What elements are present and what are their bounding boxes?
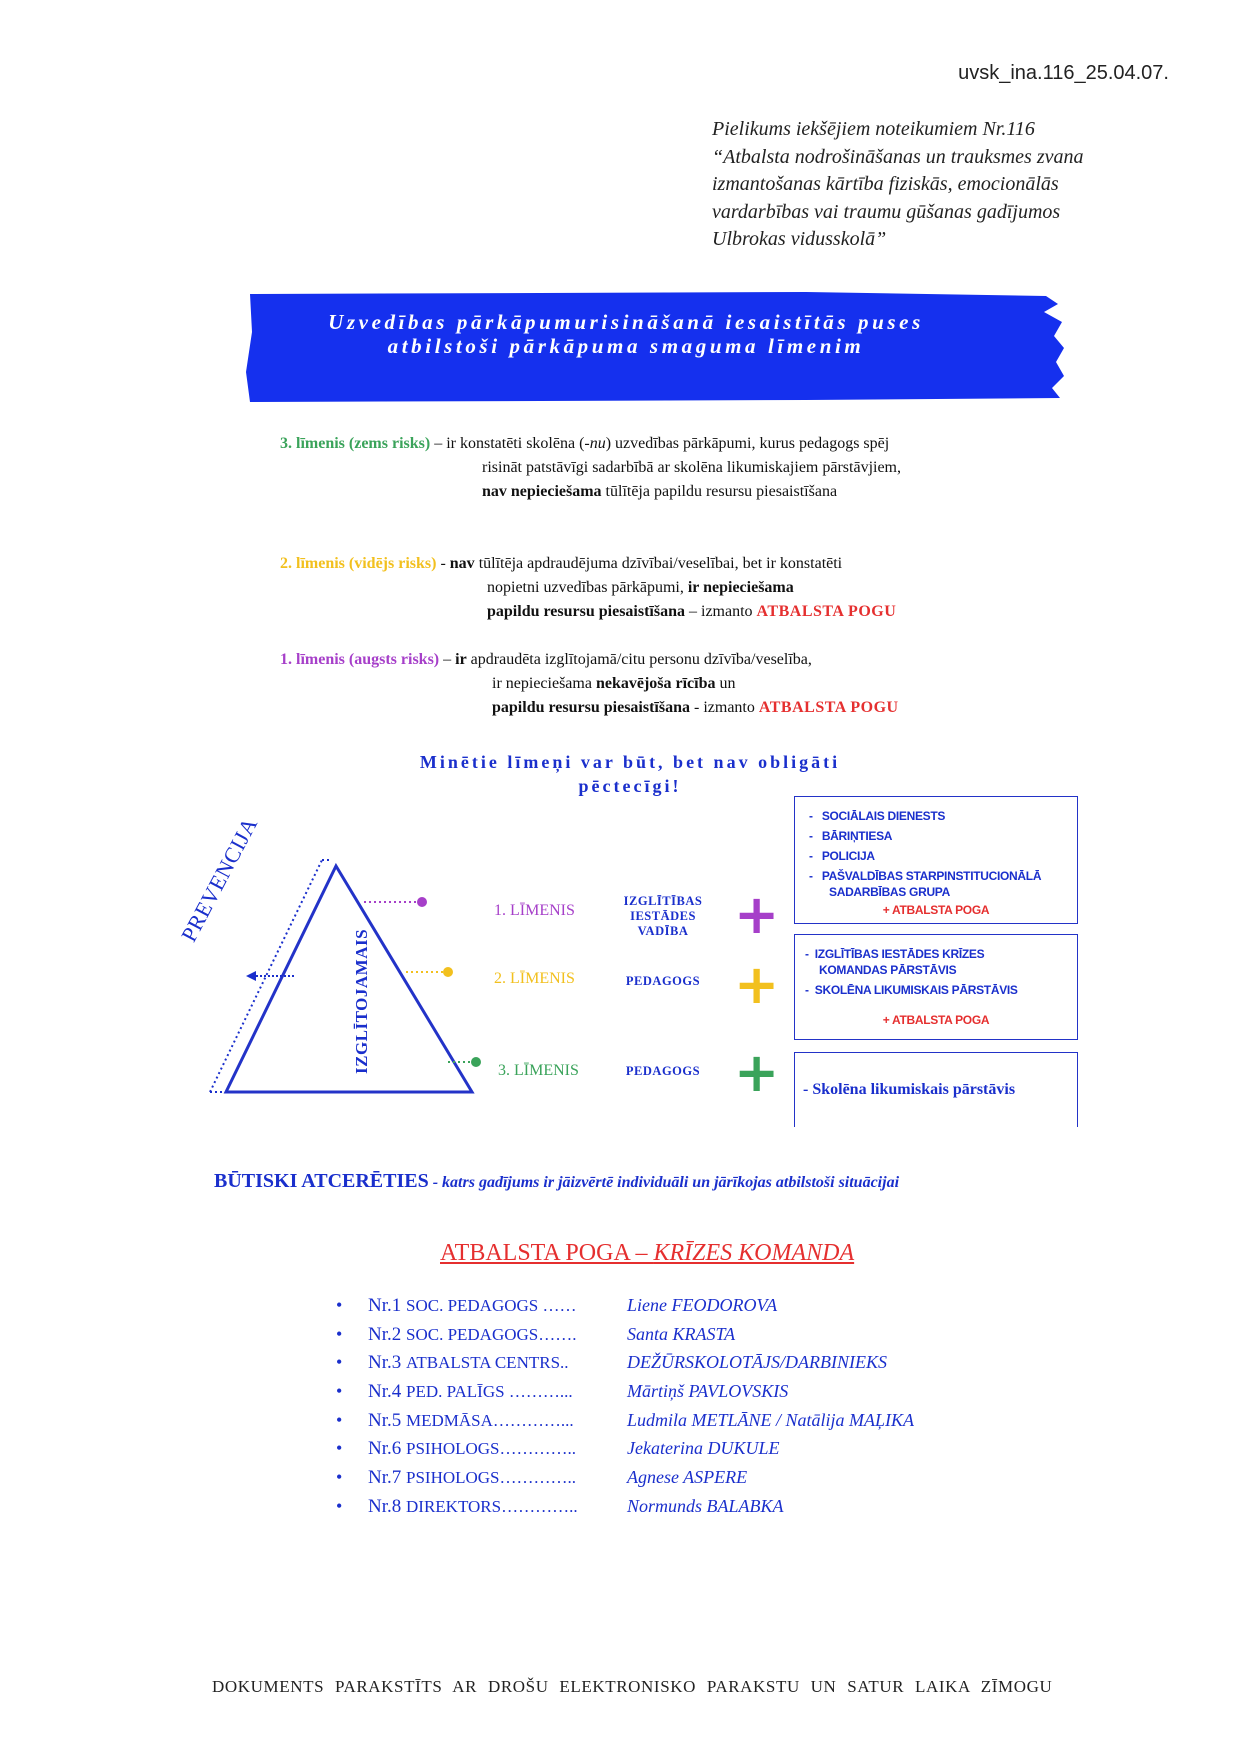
member-name: Liene FEODOROVA xyxy=(627,1295,778,1315)
member-name: DEŽŪRSKOLOTĀJS/DARBINIEKS xyxy=(627,1352,887,1373)
level-1-bold: nekavējoša rīcība xyxy=(595,675,716,692)
member-name: Jekaterina DUKULE xyxy=(627,1438,780,1459)
remember-text: - katrs gadījums ir jāizvērtē individuāli un jārīkojas atbilstoši situācijai xyxy=(428,1174,900,1191)
level-1-text: un xyxy=(715,675,736,692)
level-3-text: tūlītēja papildu resursu piesaistīšana xyxy=(601,483,838,500)
box-item-text: - Skolēna likumiskais pārstāvis xyxy=(803,1081,1016,1098)
box-item-text: KOMANDAS PĀRSTĀVIS xyxy=(819,963,957,977)
member-role xyxy=(368,1410,574,1432)
level-1-bold: papildu resursu piesaistīšana xyxy=(492,699,690,716)
bullet: • xyxy=(336,1323,343,1344)
support-button-ref: ATBALSTA POGU xyxy=(756,603,897,620)
member-role xyxy=(368,1352,569,1374)
level-3-nu: nu xyxy=(589,435,606,452)
appendix-line: “Atbalsta nodrošināšanas un trauksmes zvana xyxy=(712,145,1084,168)
bullet: • xyxy=(336,1409,343,1430)
banner-title xyxy=(246,310,1006,358)
member-role-text: ATBALSTA CENTRS.. xyxy=(406,1353,569,1373)
member-role-text: PSIHOLOGS………….. xyxy=(406,1468,577,1488)
member-nr: Nr.2 xyxy=(368,1323,406,1345)
box-item-text: SOCIĀLAIS DIENESTS xyxy=(821,809,946,823)
level-3-dot xyxy=(471,1057,481,1067)
level-2-line-1 xyxy=(280,552,842,576)
member-nr: Nr.3 xyxy=(368,1352,406,1374)
member-role xyxy=(368,1381,573,1403)
box-item-text: SKOLĒNA LIKUMISKAIS PĀRSTĀVIS xyxy=(814,983,1018,997)
member-name: Agnese ASPERE xyxy=(627,1467,748,1488)
box-item-text: PAŠVALDĪBAS STARPINSTITUCIONĀLĀ xyxy=(821,869,1042,883)
crisis-title-b: KRĪZES KOMANDA xyxy=(653,1240,855,1266)
remember-note xyxy=(214,1170,899,1193)
box-item: - SKOLĒNA LIKUMISKAIS PĀRSTĀVIS xyxy=(805,983,1018,997)
level-2-label: 2. līmenis (vidējs risks) xyxy=(280,555,437,572)
level-2-line-2 xyxy=(487,576,794,600)
dash: - xyxy=(809,849,813,863)
member-name: Mārtiņš PAVLOVSKIS xyxy=(627,1381,789,1402)
level-2-dot xyxy=(443,967,453,977)
member-role xyxy=(368,1438,576,1460)
diagram-level-2: 2. LĪMENIS xyxy=(494,970,575,987)
member-role-text: SOC. PEDAGOGS …… xyxy=(406,1296,577,1315)
remember-heading: BŪTISKI ATCERĒTIES xyxy=(214,1170,429,1192)
dash: - xyxy=(809,869,813,883)
level-1-label: 1. līmenis (augsts risks) xyxy=(280,651,440,668)
support-button-extra: + ATBALSTA POGA xyxy=(882,1013,990,1027)
prevention-label: PREVENCIJA xyxy=(176,813,263,946)
plus-icon: + xyxy=(734,883,780,946)
bullet: • xyxy=(336,1381,343,1402)
member-role xyxy=(368,1496,578,1518)
bullet: • xyxy=(336,1467,343,1488)
member-nr: Nr.4 xyxy=(368,1381,406,1403)
member-nr: Nr.1 xyxy=(368,1295,406,1316)
banner-line: Uzvedības pārkāpumurisināšanā iesaistītās puses xyxy=(328,310,924,334)
level-1-line-1 xyxy=(280,648,812,672)
level-2-parties-box xyxy=(794,934,1078,1040)
plus-icon: + xyxy=(734,953,780,1016)
support-button-ref: ATBALSTA POGU xyxy=(758,699,899,716)
level-2-bold: papildu resursu piesaistīšana xyxy=(487,603,685,620)
student-label: IZGLĪTOJAMAIS xyxy=(352,928,371,1074)
level-1-text: - izmanto xyxy=(690,699,759,716)
level-3-line-2: risināt patstāvīgi sadarbībā ar skolēna likumiskajiem pārstāvjiem, xyxy=(482,459,901,476)
level-2-text: tūlītēja apdraudējuma dzīvībai/veselībai, bet ir konstatēti xyxy=(474,555,843,572)
bullet: • xyxy=(336,1295,343,1315)
member-role xyxy=(368,1324,577,1346)
level-3-text: – ir konstatēti skolēna (- xyxy=(430,435,590,452)
member-name: Ludmila METLĀNE / Natālija MAĻIKA xyxy=(627,1409,915,1430)
level-1-dot xyxy=(417,897,427,907)
banner-line: atbilstoši pārkāpuma smaguma līmenim xyxy=(387,334,865,358)
note-line: Minētie līmeņi var būt, bet nav obligāti xyxy=(419,752,841,772)
level-2-text: – izmanto xyxy=(685,603,757,620)
appendix-note xyxy=(712,116,1152,254)
appendix-line: vardarbības vai traumu gūšanas gadījumos xyxy=(712,200,1061,223)
student-triangle xyxy=(226,866,472,1092)
who-line: IZGLĪTĪBAS xyxy=(623,894,703,908)
signature-footer: DOKUMENTS PARAKSTĪTS AR DROŠU ELEKTRONISKO PARAKSTU UN SATUR LAIKA ZĪMOGU xyxy=(212,1677,1053,1696)
document-id: uvsk_ina.116_25.04.07. xyxy=(958,62,1169,84)
level-3-label: 3. līmenis (zems risks) xyxy=(280,435,431,452)
member-role xyxy=(368,1467,576,1489)
diagram-level-3: 3. LĪMENIS xyxy=(498,1062,579,1079)
level-3-line-1 xyxy=(280,432,889,456)
level-2-bold: nav xyxy=(449,555,475,572)
member-role-text: PSIHOLOGS………….. xyxy=(406,1439,577,1459)
appendix-line: izmantošanas kārtība fiziskās, emocionālās xyxy=(712,173,1059,195)
member-name: Normunds BALABKA xyxy=(627,1495,784,1516)
diagram-level-1: 1. LĪMENIS xyxy=(494,902,575,919)
level-2-text: - xyxy=(436,555,450,572)
box-item-text: BĀRIŅTIESA xyxy=(821,829,893,843)
level-1-text: apdraudēta izglītojamā/citu personu dzīvība/veselība, xyxy=(466,651,812,668)
member-role-text: MEDMĀSA…………... xyxy=(406,1410,574,1430)
level-3-bold: nav nepieciešama xyxy=(482,483,602,500)
level-1-line-3 xyxy=(492,696,899,720)
member-name: Santa KRASTA xyxy=(627,1323,736,1344)
level-2-bold: ir nepieciešama xyxy=(687,579,794,596)
who-level-3: PEDAGOGS xyxy=(625,1064,701,1078)
who-line: VADĪBA xyxy=(637,924,689,938)
who-line: IESTĀDES xyxy=(630,909,696,923)
appendix-line: Ulbrokas vidusskolā” xyxy=(712,228,887,250)
prevention-arrow-head xyxy=(246,971,256,981)
level-2-line-3 xyxy=(487,600,896,624)
who-level-2: PEDAGOGS xyxy=(625,974,701,988)
dash: - xyxy=(809,809,813,823)
crisis-title-a: ATBALSTA POGA – xyxy=(440,1240,654,1266)
plus-icon: + xyxy=(734,1041,780,1104)
box-item-text: IZGLĪTĪBAS IESTĀDES KRĪZES xyxy=(814,947,985,961)
box-item xyxy=(809,827,892,845)
bullet: • xyxy=(336,1438,343,1459)
note-line: pēctecīgi! xyxy=(578,776,682,796)
level-1-line-2 xyxy=(492,672,736,696)
level-3-text: ) uzvedības pārkāpumi, kurus pedagogs spēj xyxy=(605,435,890,452)
member-role-text: DIREKTORS………….. xyxy=(406,1496,578,1516)
crisis-team-title xyxy=(440,1240,854,1267)
level-1-text: – xyxy=(439,651,456,668)
level-3-parties-box xyxy=(794,1052,1078,1127)
support-button-extra: + ATBALSTA POGA xyxy=(882,903,990,917)
appendix-line: Pielikums iekšējiem noteikumiem Nr.116 xyxy=(712,118,1035,140)
box-item xyxy=(809,807,945,825)
box-item xyxy=(809,847,875,865)
box-item: - IZGLĪTĪBAS IESTĀDES KRĪZES xyxy=(805,947,985,961)
who-level-1 xyxy=(610,894,716,939)
level-1-bold: ir xyxy=(455,651,467,668)
box-item-text: POLICIJA xyxy=(821,849,875,863)
level-3-line-3 xyxy=(482,480,837,504)
level-1-parties-box xyxy=(794,796,1078,924)
member-role-text: PED. PALĪGS ………... xyxy=(406,1382,573,1402)
member-nr: Nr.5 xyxy=(368,1409,406,1431)
member-nr: Nr.6 xyxy=(368,1438,406,1460)
member-role xyxy=(368,1295,577,1317)
bullet: • xyxy=(336,1495,343,1516)
box-item-text: SADARBĪBAS GRUPA xyxy=(829,885,950,899)
level-1-text: ir nepieciešama xyxy=(492,675,596,692)
level-2-text: nopietni uzvedības pārkāpumi, xyxy=(487,579,688,596)
member-role-text: SOC. PEDAGOGS……. xyxy=(406,1324,577,1344)
member-nr: Nr.8 xyxy=(368,1495,406,1517)
dash: - xyxy=(809,829,813,843)
bullet: • xyxy=(336,1352,343,1373)
member-nr: Nr.7 xyxy=(368,1467,406,1489)
